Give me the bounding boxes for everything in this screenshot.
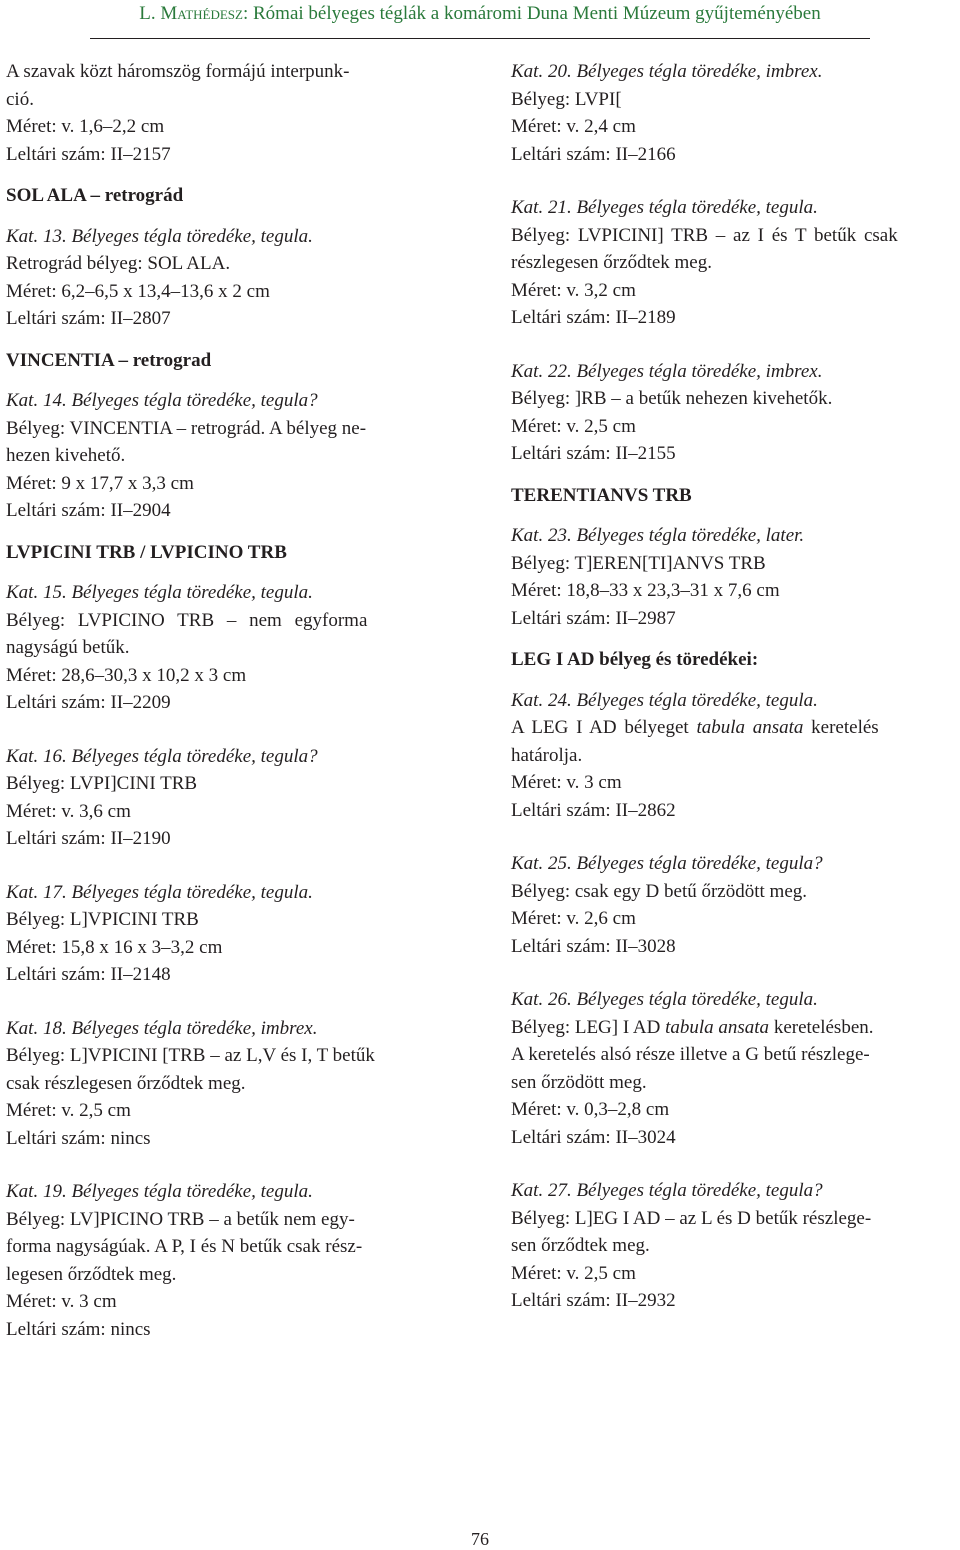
catalog-entry-26 xyxy=(511,986,957,1151)
size-line: Méret: v. 1,6–2,2 cm xyxy=(6,116,165,137)
catalog-entry-22 xyxy=(511,358,957,468)
stamp-line: Bélyeg: LVPICINI] TRB – az I és T betűk csak xyxy=(511,224,898,246)
catalog-title: Kat. 22. Bélyeges tégla töredéke, imbrex. xyxy=(511,360,823,382)
running-head-author: L. Mathédesz xyxy=(139,3,243,24)
size-line: Méret: 28,6–30,3 x 10,2 x 3 cm xyxy=(6,664,247,686)
size-line: Méret: v. 3,2 cm xyxy=(511,279,636,301)
intro-line: ció. xyxy=(6,88,34,110)
size-line: Méret: v. 2,5 cm xyxy=(511,415,636,437)
inventory-line: Leltári szám: II–2157 xyxy=(6,143,171,165)
running-head: L. Mathédesz: Római bélyeges téglák a komáromi Duna Menti Múzeum gyűjteményében xyxy=(90,0,870,39)
stamp-line: sen őrződtek meg. xyxy=(511,1235,650,1256)
stamp-line: sen őrzödött meg. xyxy=(511,1071,647,1093)
catalog-title: Kat. 19. Bélyeges tégla töredéke, tegula. xyxy=(6,1181,313,1202)
section-heading-leg-i-ad: LEG I AD bélyeg és töredékei: xyxy=(511,649,759,670)
stamp-line: határolja. xyxy=(511,744,583,766)
stamp-line: Retrográd bélyeg: SOL ALA. xyxy=(6,253,231,274)
catalog-entry-23 xyxy=(511,522,957,632)
section-heading-lvpicini: LVPICINI TRB / LVPICINO TRB xyxy=(6,541,287,563)
catalog-title: Kat. 13. Bélyeges tégla töredéke, tegula. xyxy=(6,225,313,247)
stamp-line: A LEG I AD bélyeget tabula ansata keretelés xyxy=(511,717,879,738)
catalog-title: Kat. 27. Bélyeges tégla töredéke, tegula? xyxy=(511,1180,823,1201)
catalog-entry-24 xyxy=(511,687,957,825)
stamp-line: részlegesen őrződtek meg. xyxy=(511,252,712,273)
catalog-title: Kat. 26. Bélyeges tégla töredéke, tegula. xyxy=(511,989,818,1010)
inventory-line: Leltári szám: II–2166 xyxy=(511,143,676,165)
inventory-line: Leltári szám: II–2155 xyxy=(511,443,676,464)
stamp-line: Bélyeg: L]EG I AD – az L és D betűk részlege- xyxy=(511,1207,872,1229)
stamp-line: forma nagyságúak. A P, I és N betűk csak rész- xyxy=(6,1236,363,1257)
inventory-line: Leltári szám: nincs xyxy=(6,1318,151,1340)
catalog-entry-18 xyxy=(6,1015,450,1153)
catalog-title: Kat. 24. Bélyeges tégla töredéke, tegula. xyxy=(511,689,818,711)
size-line: Méret: 6,2–6,5 x 13,4–13,6 x 2 cm xyxy=(6,280,270,302)
size-line: Méret: v. 3 cm xyxy=(511,772,622,793)
size-line: Méret: 18,8–33 x 23,3–31 x 7,6 cm xyxy=(511,580,780,601)
intro-line: A szavak közt háromszög formájú interpunk- xyxy=(6,61,350,82)
size-line: Méret: v. 2,6 cm xyxy=(511,908,636,929)
size-line: Méret: v. 3,6 cm xyxy=(6,800,131,822)
stamp-line: A keretelés alsó része illetve a G betű részlege- xyxy=(511,1044,870,1065)
catalog-entry-13 xyxy=(6,223,450,333)
stamp-line: Bélyeg: LVPI[ xyxy=(511,88,622,110)
stamp-line: Bélyeg: T]EREN[TI]ANVS TRB xyxy=(511,552,766,574)
inventory-line: Leltári szám: II–2932 xyxy=(511,1290,676,1311)
inventory-line: Leltári szám: II–2148 xyxy=(6,964,171,985)
inventory-line: Leltári szám: II–2807 xyxy=(6,308,171,329)
size-line: Méret: 9 x 17,7 x 3,3 cm xyxy=(6,472,194,494)
stamp-line: legesen őrződtek meg. xyxy=(6,1263,177,1285)
inventory-line: Leltári szám: II–2209 xyxy=(6,692,171,713)
section-heading-vincentia: VINCENTIA – retrograd xyxy=(6,349,212,371)
inventory-line: Leltári szám: II–3024 xyxy=(511,1126,676,1148)
catalog-entry-19 xyxy=(6,1178,450,1343)
size-line: Méret: v. 2,4 cm xyxy=(511,116,636,137)
catalog-title: Kat. 23. Bélyeges tégla töredéke, later. xyxy=(511,525,805,546)
left-column xyxy=(6,58,450,1343)
running-head-title: Római bélyeges téglák a komáromi Duna Menti Múzeum gyűjteményében xyxy=(253,3,821,24)
inventory-line: Leltári szám: II–2904 xyxy=(6,500,171,521)
size-line: Méret: v. 2,5 cm xyxy=(6,1100,131,1121)
inventory-line: Leltári szám: II–2987 xyxy=(511,607,676,629)
stamp-line: Bélyeg: L]VPICINI TRB xyxy=(6,909,199,930)
catalog-entry-15 xyxy=(6,579,450,717)
stamp-line: nagyságú betűk. xyxy=(6,637,130,658)
catalog-entry-21 xyxy=(511,194,957,332)
catalog-title: Kat. 25. Bélyeges tégla töredéke, tegula? xyxy=(511,853,823,874)
page-number: 76 xyxy=(471,1529,489,1549)
catalog-title: Kat. 21. Bélyeges tégla töredéke, tegula. xyxy=(511,197,818,218)
section-heading-sol-ala: SOL ALA – retrográd xyxy=(6,185,184,206)
stamp-line: Bélyeg: ]RB – a betűk nehezen kivehetők. xyxy=(511,388,833,409)
stamp-line: Bélyeg: LVPI]CINI TRB xyxy=(6,773,198,794)
stamp-line: csak részlegesen őrződtek meg. xyxy=(6,1072,246,1094)
right-column xyxy=(511,58,957,1315)
section-heading-terentianvs: TERENTIANVS TRB xyxy=(511,484,692,506)
inventory-line: Leltári szám: II–2862 xyxy=(511,799,676,821)
size-line: Méret: v. 0,3–2,8 cm xyxy=(511,1099,670,1120)
stamp-line: Bélyeg: csak egy D betű őrzödött meg. xyxy=(511,880,808,902)
stamp-line: Bélyeg: LEG] I AD tabula ansata keretelésben. xyxy=(511,1016,874,1038)
inventory-line: Leltári szám: nincs xyxy=(6,1127,151,1149)
inventory-line: Leltári szám: II–2190 xyxy=(6,828,171,849)
catalog-title: Kat. 14. Bélyeges tégla töredéke, tegula? xyxy=(6,390,318,411)
stamp-line: Bélyeg: VINCENTIA – retrográd. A bélyeg ne- xyxy=(6,417,367,439)
catalog-entry-20 xyxy=(511,58,957,168)
catalog-entry-14 xyxy=(6,387,450,525)
stamp-line: Bélyeg: L]VPICINI [TRB – az L,V és I, T betűk xyxy=(6,1045,375,1066)
inventory-line: Leltári szám: II–3028 xyxy=(511,935,676,957)
stamp-line: Bélyeg: LVPICINO TRB – nem egyforma xyxy=(6,609,368,631)
size-line: Méret: 15,8 x 16 x 3–3,2 cm xyxy=(6,936,223,958)
catalog-entry-27 xyxy=(511,1177,957,1315)
catalog-title: Kat. 15. Bélyeges tégla töredéke, tegula. xyxy=(6,582,313,603)
stamp-line: Bélyeg: LV]PICINO TRB – a betűk nem egy- xyxy=(6,1208,355,1230)
inventory-line: Leltári szám: II–2189 xyxy=(511,307,676,328)
catalog-entry-25 xyxy=(511,850,957,960)
catalog-entry-17 xyxy=(6,879,450,989)
size-line: Méret: v. 2,5 cm xyxy=(511,1262,636,1284)
catalog-title: Kat. 18. Bélyeges tégla töredéke, imbrex. xyxy=(6,1017,318,1039)
catalog-title: Kat. 17. Bélyeges tégla töredéke, tegula. xyxy=(6,881,313,903)
catalog-title: Kat. 20. Bélyeges tégla töredéke, imbrex. xyxy=(511,61,823,82)
stamp-line: hezen kivehető. xyxy=(6,445,126,466)
size-line: Méret: v. 3 cm xyxy=(6,1291,117,1312)
catalog-title: Kat. 16. Bélyeges tégla töredéke, tegula? xyxy=(6,745,318,767)
catalog-entry-16 xyxy=(6,743,450,853)
